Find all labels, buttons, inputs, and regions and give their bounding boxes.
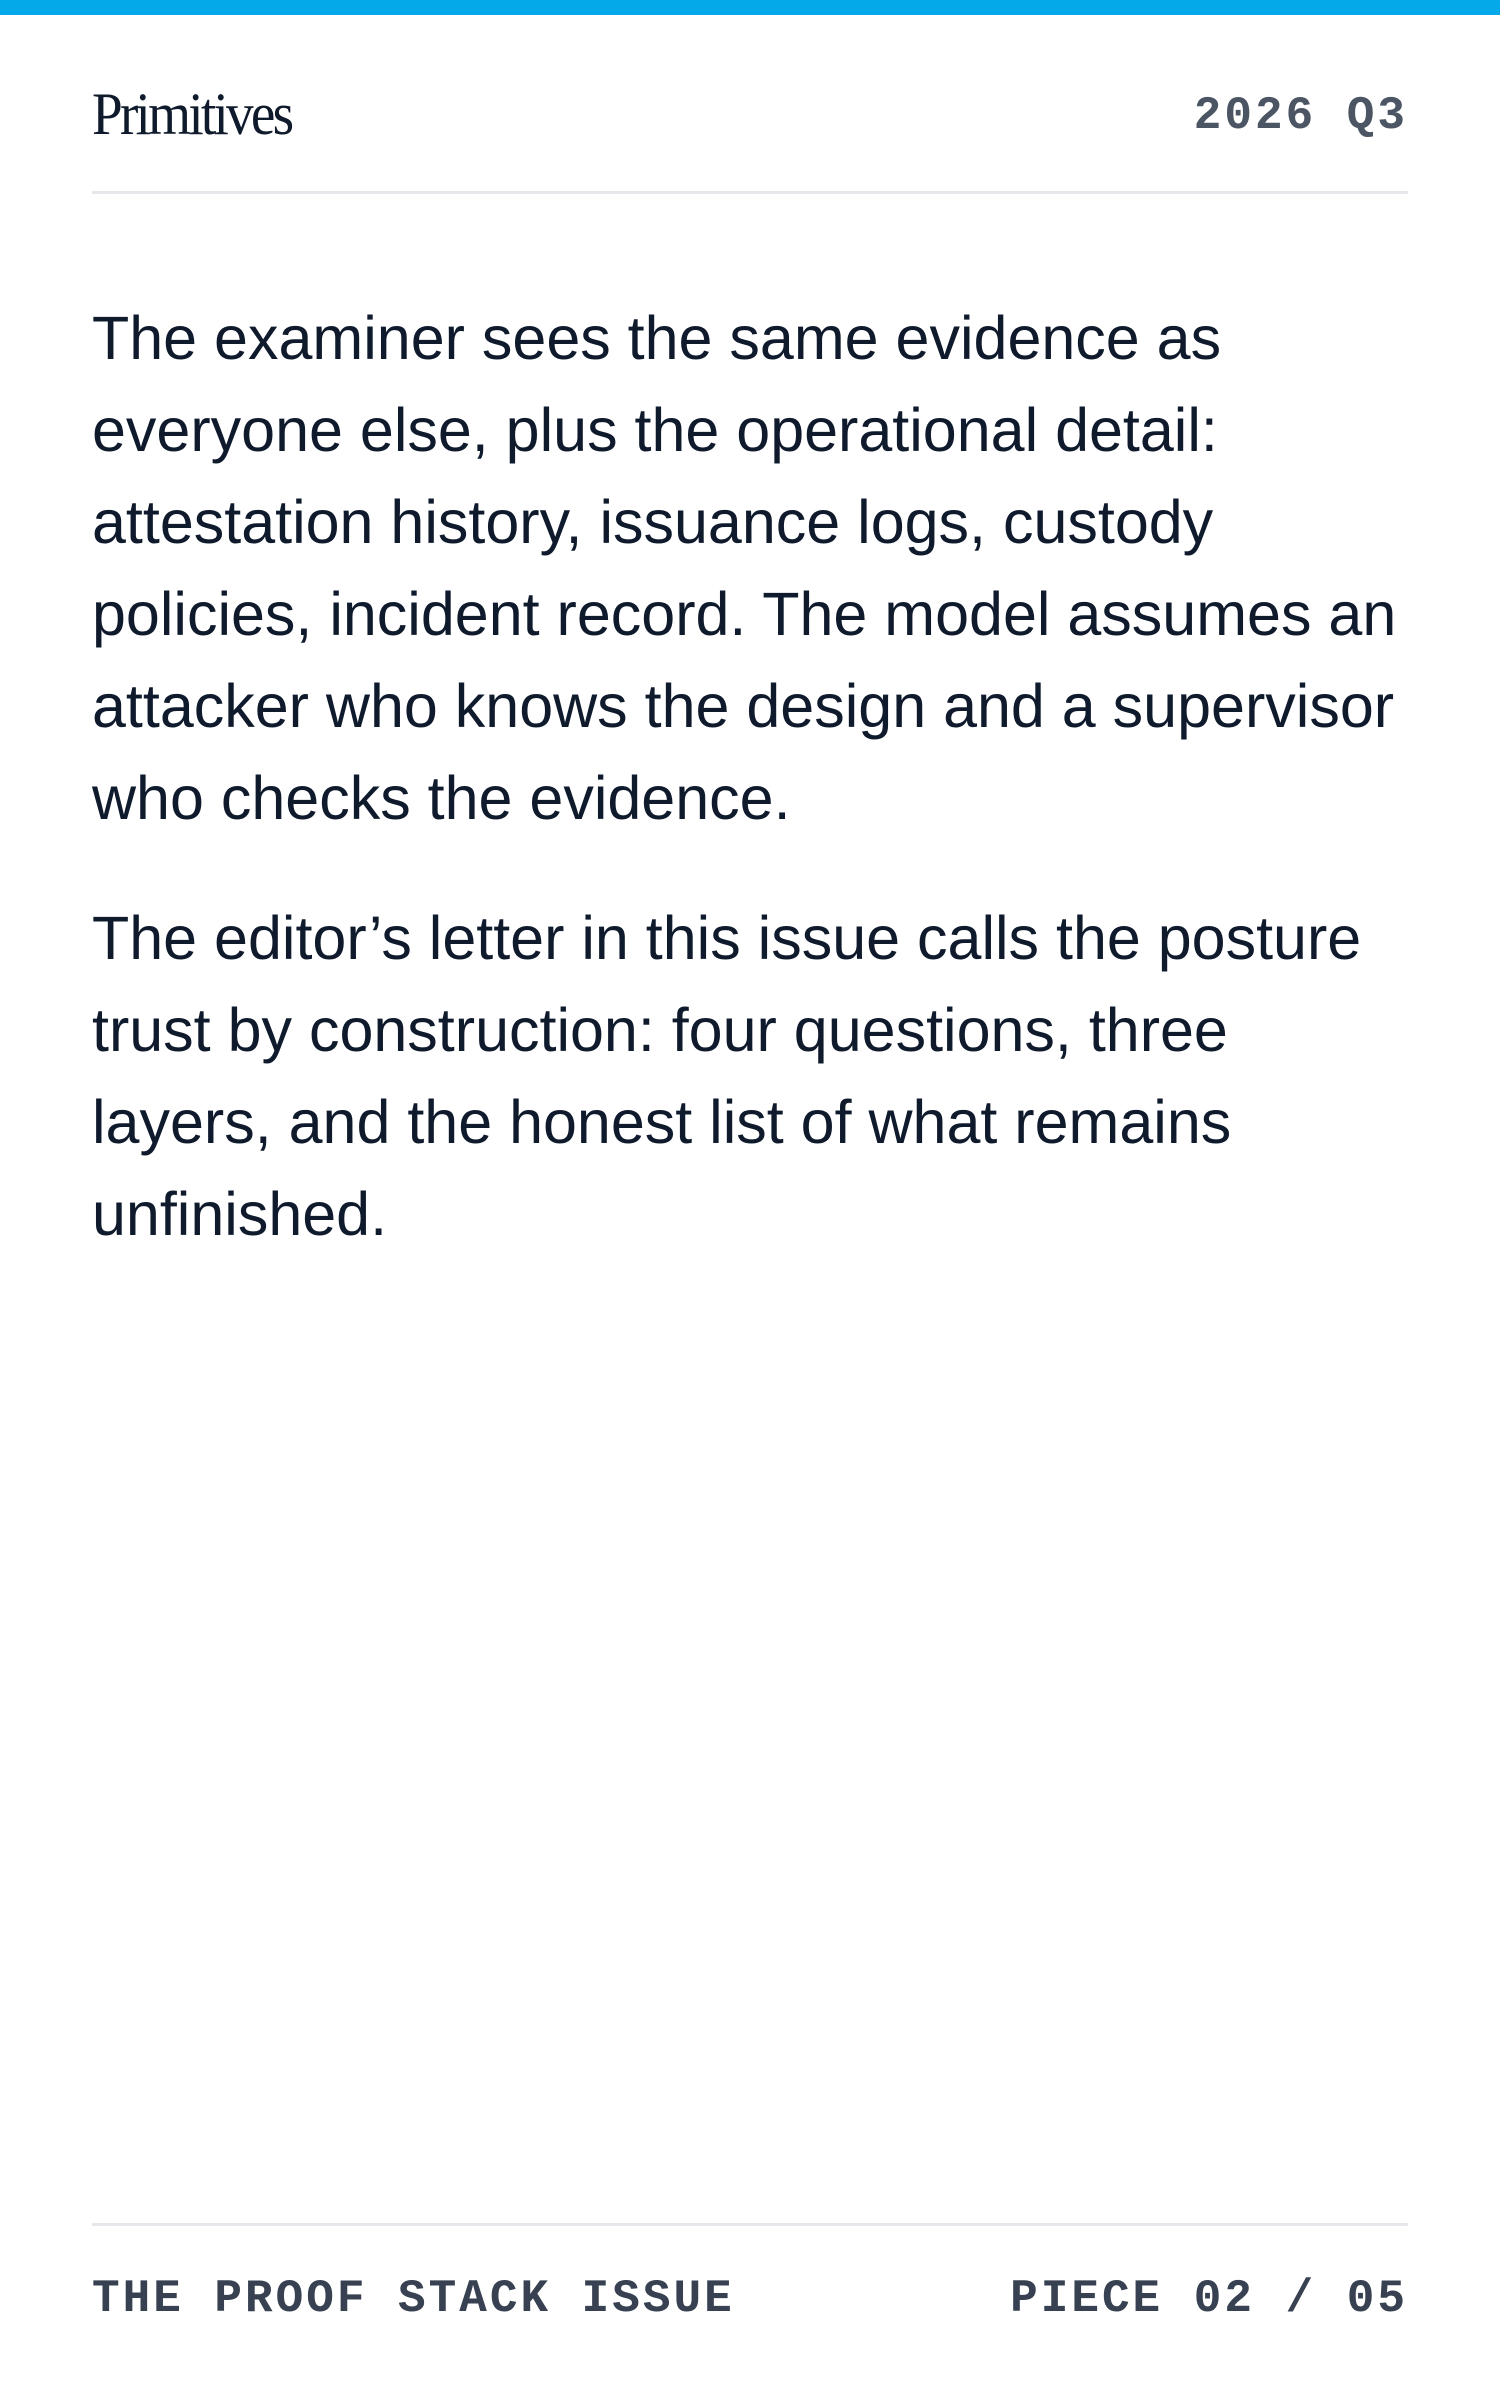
brand-wordmark: Primitives — [92, 81, 292, 147]
issue-name: THE PROOF STACK ISSUE — [92, 2273, 735, 2325]
issue-date: 2026 Q3 — [1193, 90, 1408, 142]
masthead — [92, 74, 1408, 154]
header-divider — [92, 191, 1408, 194]
piece-counter: PIECE 02 / 05 — [1010, 2273, 1408, 2325]
footer — [92, 2264, 1408, 2334]
article-body — [92, 292, 1422, 1308]
accent-bar — [0, 0, 1500, 15]
article-paragraph: The examiner sees the same evidence as everyone else, plus the operational detail: attestation history, issuance logs, custody policies, incident record. The model assumes an attacker who knows the design and a supervisor who checks the evidence. — [92, 304, 1397, 832]
article-paragraph: The editor’s letter in this issue calls the posture trust by construction: four questions, three layers, and the honest list of what remains unfinished. — [92, 904, 1362, 1248]
footer-divider — [92, 2223, 1408, 2226]
